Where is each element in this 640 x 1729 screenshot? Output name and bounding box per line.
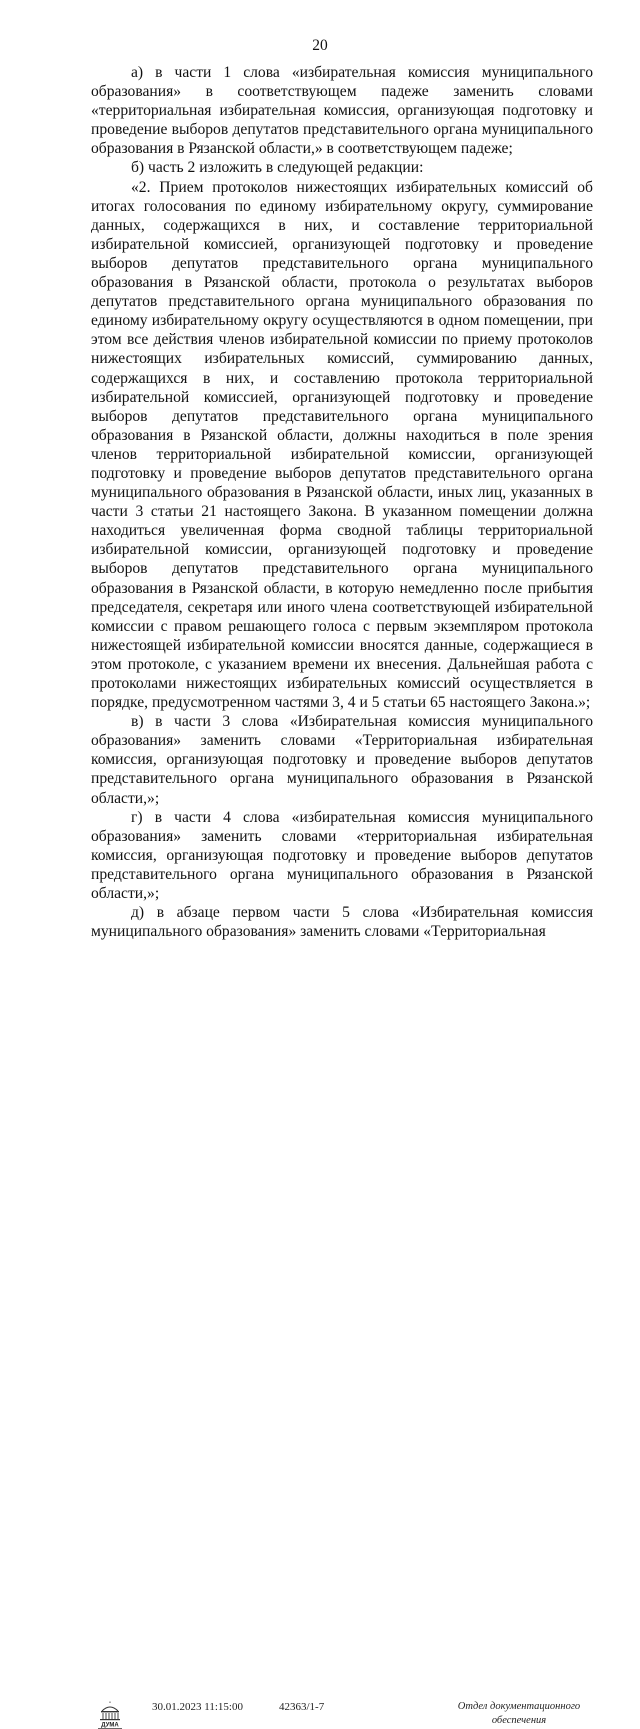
duma-building-icon — [97, 1701, 123, 1729]
paragraph-v: в) в части 3 слова «Избирательная комиссия муниципального образования» заменить словами «Территориальная избирательная комиссия, организующая подготовку и проведение выборов депутатов представительного органа муниципального образования в Рязанской области,»; — [91, 713, 593, 807]
page-number: 20 — [312, 37, 328, 54]
footer-department — [449, 1700, 589, 1728]
document-body — [91, 63, 593, 941]
paragraph-d: д) в абзаце первом части 5 слова «Избирательная комиссия муниципального образования» заменить словами «Территориальная — [91, 904, 593, 941]
footer-department-line-2: обеспечения — [491, 1715, 547, 1726]
paragraph-g: г) в части 4 слова «избирательная комиссия муниципального образования» заменить словами «территориальная избирательная комиссия, организующая подготовку и проведение выборов депутатов представительного органа муниципального образования в Рязанской области,»; — [91, 808, 593, 903]
paragraph-part-2-text: «2. Прием протоколов нижестоящих избирательных комиссий об итогах голосования по единому избирательному округу, суммирование данных, содержащихся в них, и составление территориальной избирательной комиссией, организующей подготовку и проведение выборов депутатов представительного органа муниципального образования в Рязанской области, протокола о результатах выборов депутатов представительного органа муниципального образования по единому избирательному округу осуществляются в одном помещении, при этом все действия членов избирательной комиссии по приему протоколов нижестоящих избирательных комиссий, суммированию данных, содержащихся в них, и составлению протокола территориальной избирательной комиссией, организующей подготовку и проведение выборов депутатов представительного органа муниципального образования в Рязанской области, должны находиться в поле зрения членов территориальной избирательной комиссии, организующей подготовку и проведение выборов депутатов представительного органа муниципального образования в Рязанской области, иных лиц, указанных в части 3 статьи 21 настоящего Закона. В указанном помещении должна находиться увеличенная форма сводной таблицы территориальной избирательной комиссии, организующей подготовку и проведение выборов депутатов представительного органа муниципального образования в Рязанской области, в которую немедленно после прибытия председателя, секретаря или иного члена соответствующей избирательной комиссии с правом решающего голоса с первым экземпляром протокола нижестоящей избирательной комиссии вносятся данные, содержащиеся в этом протоколе, с указанием времени их внесения. Дальнейшая работа с протоколами нижестоящих избирательных комиссий осуществляется в порядке, предусмотренном частями 3, 4 и 5 статьи 65 настоящего Закона.»; — [91, 178, 593, 712]
paragraph-b: б) часть 2 изложить в следующей редакции: — [131, 159, 424, 177]
paragraph-a: а) в части 1 слова «избирательная комиссия муниципального образования» в соответствующем падеже заменить словами «территориальная избирательная комиссия, организующая подготовку и проведение выборов депутатов представительного органа муниципального образования в Рязанской области,» в соответствующем падеже; — [91, 64, 593, 158]
footer-doc-number: 42363/1-7 — [279, 1701, 325, 1713]
svg-text:ДУМА: ДУМА — [101, 1722, 119, 1729]
footer-department-line-1: Отдел документационного — [457, 1701, 581, 1712]
footer-datetime: 30.01.2023 11:15:00 — [152, 1701, 243, 1713]
